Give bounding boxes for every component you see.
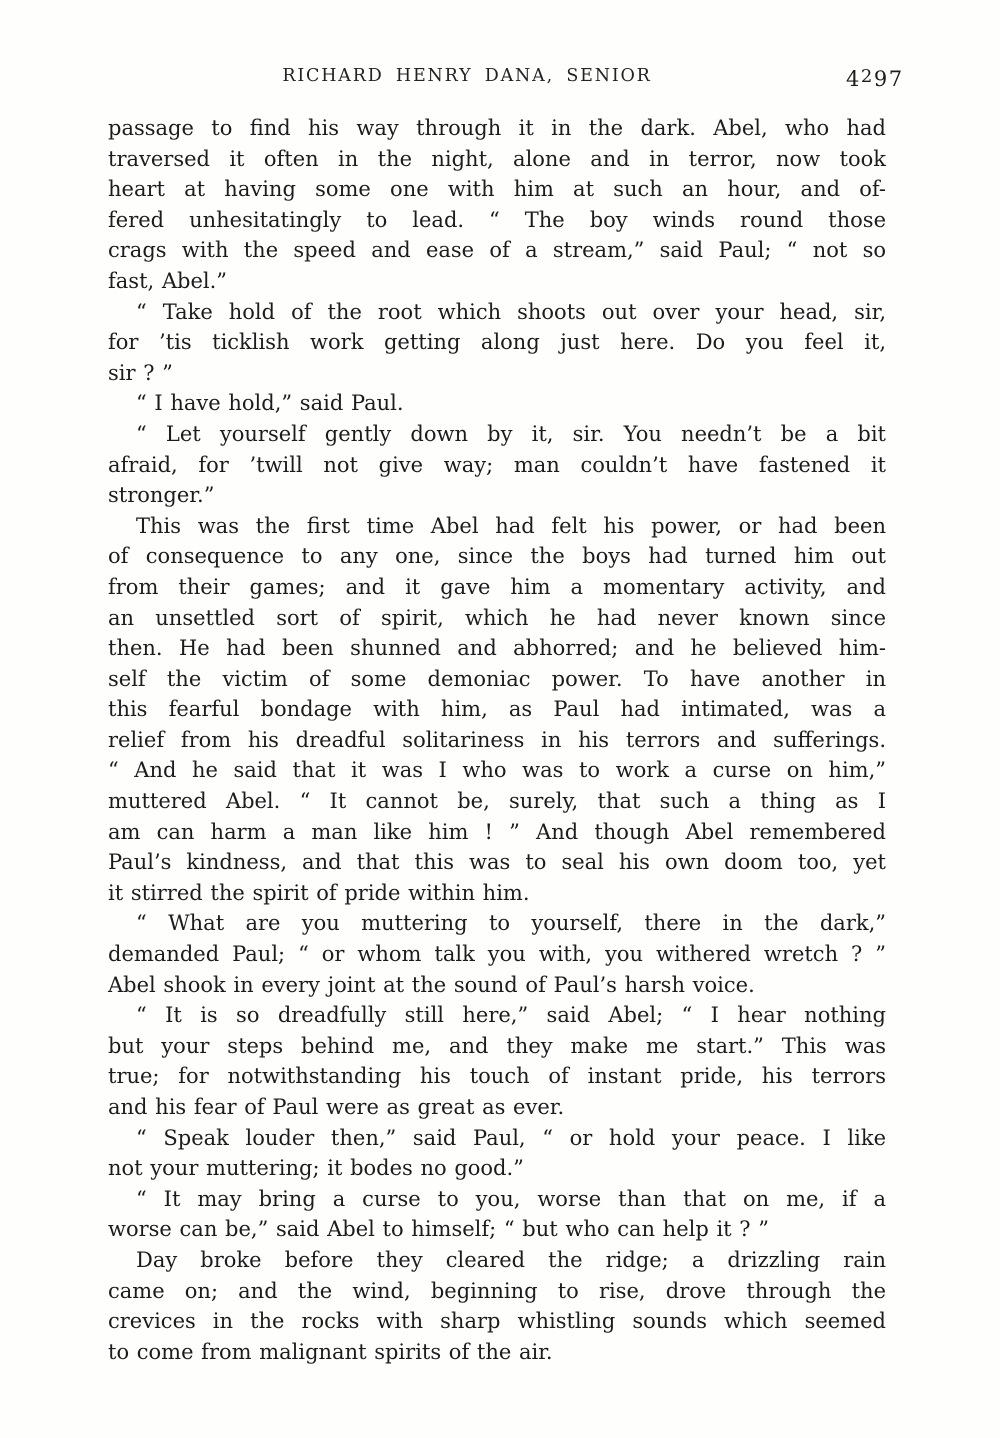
text-line: fast, Abel.” bbox=[108, 268, 228, 293]
text-line: self the victim of some demoniac power. To have another in bbox=[108, 666, 886, 691]
text-line: to come from malignant spirits of the air. bbox=[108, 1339, 553, 1364]
text-line: traversed it often in the night, alone and in terror, now took bbox=[108, 146, 886, 171]
text-line: “ It is so dreadfully still here,” said Abel; “ I hear nothing bbox=[136, 1003, 886, 1028]
text-line: relief from his dreadful solitariness in his terrors and sufferings. bbox=[108, 727, 886, 752]
text-line: this fearful bondage with him, as Paul had intimated, was a bbox=[108, 697, 886, 722]
text-line: This was the first time Abel had felt his power, or had been bbox=[136, 513, 886, 538]
text-line: worse can be,” said Abel to himself; “ but who can help it ? ” bbox=[108, 1217, 769, 1242]
text-line: “ It may bring a curse to you, worse than that on me, if a bbox=[136, 1186, 886, 1211]
page-number bbox=[846, 67, 904, 91]
text-line: came on; and the wind, beginning to rise, drove through the bbox=[108, 1278, 886, 1303]
paragraph bbox=[108, 1245, 886, 1367]
text-line: it stirred the spirit of pride within him. bbox=[108, 880, 530, 905]
text-line: crags with the speed and ease of a stream,” said Paul; “ not so bbox=[108, 238, 886, 263]
text-line: “ I have hold,” said Paul. bbox=[136, 391, 404, 416]
text-line: not your muttering; it bodes no good.” bbox=[108, 1156, 524, 1181]
text-line: muttered Abel. “ It cannot be, surely, that such a thing as I bbox=[108, 789, 886, 814]
text-line: but your steps behind me, and they make me start.” This was bbox=[108, 1033, 886, 1058]
paragraph bbox=[108, 388, 886, 419]
text-line: sir ? ” bbox=[108, 360, 173, 385]
text-line: Day broke before they cleared the ridge; a drizzling rain bbox=[136, 1247, 886, 1272]
running-head-title: RICHARD HENRY DANA, SENIOR bbox=[282, 66, 652, 86]
text-line: an unsettled sort of spirit, which he had never known since bbox=[108, 605, 886, 630]
text-line: fered unhesitatingly to lead. “ The boy winds round those bbox=[108, 207, 886, 232]
text-line: “ Speak louder then,” said Paul, “ or hold your peace. I like bbox=[136, 1125, 886, 1150]
paragraph bbox=[108, 419, 886, 511]
page-number-part: 4 bbox=[846, 67, 861, 91]
paragraph bbox=[108, 1123, 886, 1184]
text-line: stronger.” bbox=[108, 483, 215, 508]
text-line: “ What are you muttering to yourself, there in the dark,” bbox=[136, 911, 886, 936]
text-line: and his fear of Paul were as great as ever. bbox=[108, 1095, 565, 1119]
paragraph bbox=[108, 511, 886, 909]
text-line: heart at having some one with him at such an hour, and of- bbox=[108, 177, 886, 202]
paragraph bbox=[108, 1184, 886, 1245]
page-number-raised-digit: 2 bbox=[860, 66, 874, 87]
paragraph bbox=[108, 1000, 886, 1122]
text-line: crevices in the rocks with sharp whistling sounds which seemed bbox=[108, 1309, 886, 1334]
text-line: Paul’s kindness, and that this was to seal his own doom too, yet bbox=[108, 850, 886, 875]
paragraph bbox=[108, 113, 886, 297]
text-line: then. He had been shunned and abhorred; and he believed him- bbox=[108, 636, 886, 661]
text-column bbox=[108, 113, 886, 1367]
text-line: am can harm a man like him ! ” And though Abel remembered bbox=[108, 819, 886, 844]
text-line: from their games; and it gave him a momentary activity, and bbox=[108, 574, 886, 599]
text-line: true; for notwithstanding his touch of instant pride, his terrors bbox=[108, 1064, 886, 1089]
text-line: for ’tis ticklish work getting along just here. Do you feel it, bbox=[108, 330, 886, 355]
paragraph bbox=[108, 297, 886, 389]
text-line: “ And he said that it was I who was to work a curse on him,” bbox=[108, 758, 886, 783]
text-line: Abel shook in every joint at the sound of Paul’s harsh voice. bbox=[108, 972, 755, 997]
page-number-part: 97 bbox=[873, 67, 904, 91]
text-line: “ Take hold of the root which shoots out over your head, sir, bbox=[136, 299, 886, 324]
text-line: of consequence to any one, since the boys had turned him out bbox=[108, 544, 886, 569]
text-line: demanded Paul; “ or whom talk you with, you withered wretch ? ” bbox=[108, 942, 886, 967]
text-line: passage to find his way through it in the dark. Abel, who had bbox=[108, 116, 886, 140]
text-line: afraid, for ’twill not give way; man couldn’t have fastened it bbox=[108, 452, 886, 477]
text-line: “ Let yourself gently down by it, sir. You needn’t be a bit bbox=[136, 421, 886, 446]
paragraph bbox=[108, 908, 886, 1000]
